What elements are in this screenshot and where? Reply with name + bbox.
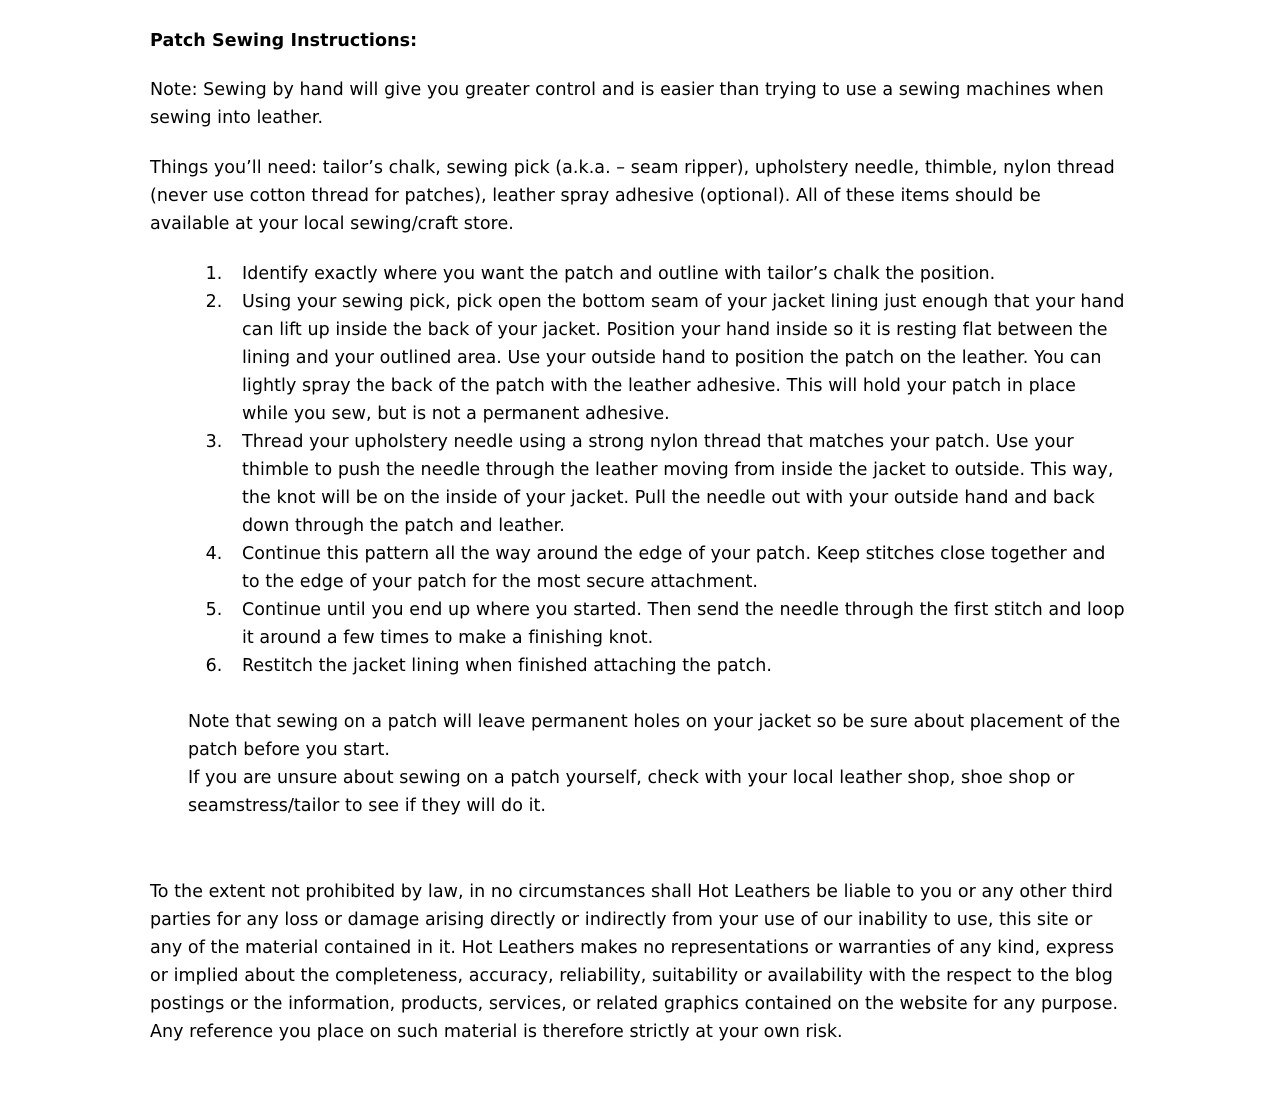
materials-paragraph: Things you’ll need: tailor’s chalk, sewing pick (a.k.a. – seam ripper), upholstery needle, thimble, nylon thread (never use cotton thread for patches), leather spray adhesive (optional). All of these items should be available at your local sewing/craft store. xyxy=(150,157,1115,234)
intro-note-paragraph: Note: Sewing by hand will give you greater control and is easier than trying to use a sewing machines when sewing into leather. xyxy=(150,79,1104,128)
list-item: 5. Continue until you end up where you started. Then send the needle through the first stitch and loop it around a few times to make a finishing knot. xyxy=(228,596,1125,652)
placement-note: Note that sewing on a patch will leave permanent holes on your jacket so be sure about placement of the patch before you start. xyxy=(188,711,1121,760)
legal-disclaimer: To the extent not prohibited by law, in no circumstances shall Hot Leathers be liable to you or any other third parties for any loss or damage arising directly or indirectly from your use of our inability to use, this site or any of the material contained in it. Hot Leathers makes no representations or warranties of any kind, express or implied about the completeness, accuracy, reliability, suitability or availability with the respect to the blog postings or the information, products, services, or related graphics contained on the website for any purpose. Any reference you place on such material is therefore strictly at your own risk. xyxy=(150,881,1119,1042)
list-item: 6. Restitch the jacket lining when finished attaching the patch. xyxy=(228,652,1125,680)
page-title: Patch Sewing Instructions: xyxy=(150,31,418,51)
list-item: 1. Identify exactly where you want the patch and outline with tailor’s chalk the position. xyxy=(228,260,1125,288)
closing-notes xyxy=(150,708,1125,820)
list-item: 4. Continue this pattern all the way around the edge of your patch. Keep stitches close together and to the edge of your patch for the most secure attachment. xyxy=(228,540,1125,596)
list-item: 2. Using your sewing pick, pick open the bottom seam of your jacket lining just enough that your hand can lift up inside the back of your jacket. Position your hand inside so it is resting flat between the lining and your outlined area. Use your outside hand to position the patch on the leather. You can lightly spray the back of the patch with the leather adhesive. This will hold your patch in place while you sew, but is not a permanent adhesive. xyxy=(228,288,1125,428)
list-item: 3. Thread your upholstery needle using a strong nylon thread that matches your patch. Use your thimble to push the needle through the leather moving from inside the jacket to outside. This way, the knot will be on the inside of your jacket. Pull the needle out with your outside hand and back down through the patch and leather. xyxy=(228,428,1125,540)
professional-help-note: If you are unsure about sewing on a patch yourself, check with your local leather shop, shoe shop or seamstress/tailor to see if they will do it. xyxy=(188,767,1075,816)
instruction-steps-list xyxy=(150,260,1125,680)
